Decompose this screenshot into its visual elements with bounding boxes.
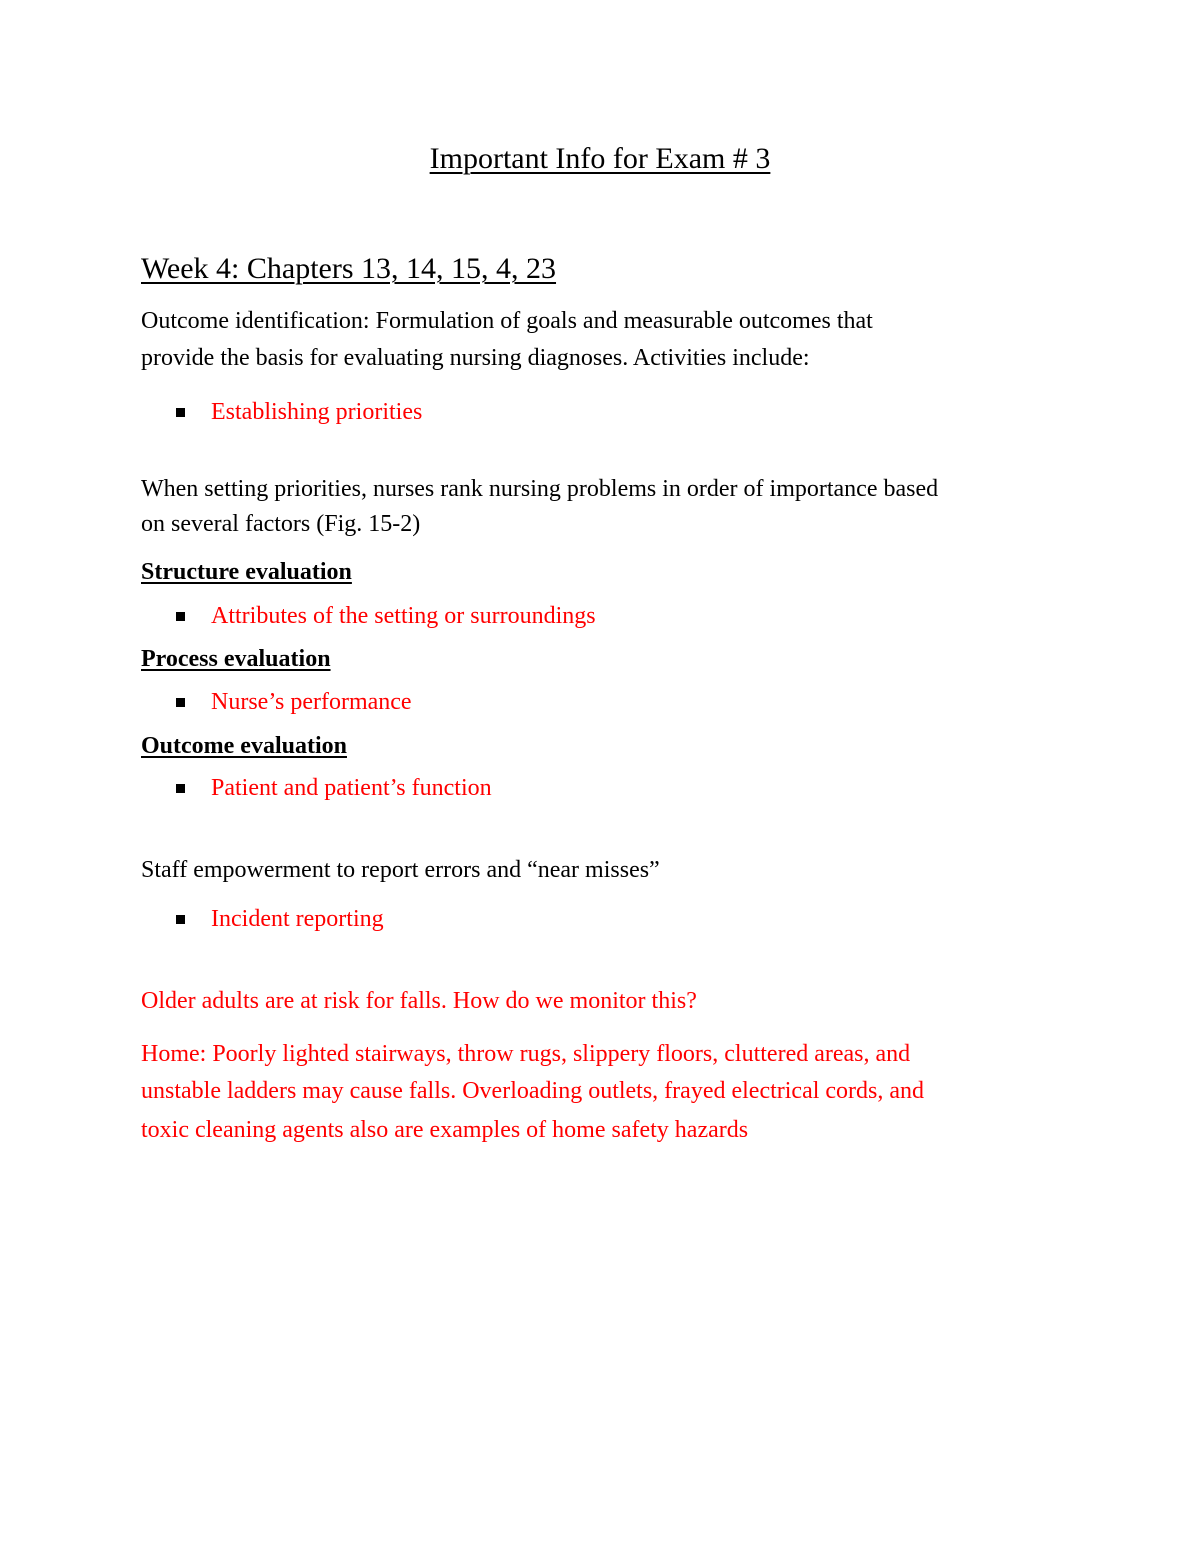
- outcome-identification-line-2: provide the basis for evaluating nursing diagnoses. Activities include:: [141, 345, 810, 371]
- square-bullet-icon: [176, 698, 185, 707]
- bullet-text: Establishing priorities: [211, 399, 423, 425]
- bullet-incident-reporting: [176, 906, 384, 933]
- square-bullet-icon: [176, 408, 185, 417]
- week-heading: Week 4: Chapters 13, 14, 15, 4, 23: [141, 252, 557, 285]
- bullet-establishing-priorities: [176, 399, 422, 426]
- bullet-text: Nurse’s performance: [211, 689, 412, 715]
- page-title: Important Info for Exam # 3: [429, 142, 771, 175]
- outcome-evaluation-heading: Outcome evaluation: [141, 733, 347, 759]
- bullet-text: Incident reporting: [211, 906, 384, 932]
- priorities-paragraph-line-2: on several factors (Fig. 15-2): [141, 511, 421, 537]
- square-bullet-icon: [176, 915, 185, 924]
- square-bullet-icon: [176, 784, 185, 793]
- bullet-text: Attributes of the setting or surroundings: [211, 603, 596, 629]
- square-bullet-icon: [176, 612, 185, 621]
- falls-question: Older adults are at risk for falls. How do we monitor this?: [141, 988, 697, 1014]
- bullet-outcome-evaluation: [176, 775, 492, 802]
- bullet-process-evaluation: [176, 689, 412, 716]
- home-paragraph-line-1: Home: Poorly lighted stairways, throw rugs, slippery floors, cluttered areas, and: [141, 1041, 911, 1067]
- priorities-paragraph-line-1: When setting priorities, nurses rank nursing problems in order of importance based: [141, 476, 939, 502]
- bullet-structure-evaluation: [176, 603, 596, 630]
- outcome-identification-line-1: Outcome identification: Formulation of goals and measurable outcomes that: [141, 308, 873, 334]
- process-evaluation-heading: Process evaluation: [141, 646, 331, 672]
- staff-empowerment-text: Staff empowerment to report errors and “near misses”: [141, 857, 660, 883]
- structure-evaluation-heading: Structure evaluation: [141, 559, 352, 585]
- home-paragraph-line-2: unstable ladders may cause falls. Overloading outlets, frayed electrical cords, and: [141, 1078, 925, 1104]
- home-paragraph-line-3: toxic cleaning agents also are examples of home safety hazards: [141, 1117, 749, 1143]
- bullet-text: Patient and patient’s function: [211, 775, 492, 801]
